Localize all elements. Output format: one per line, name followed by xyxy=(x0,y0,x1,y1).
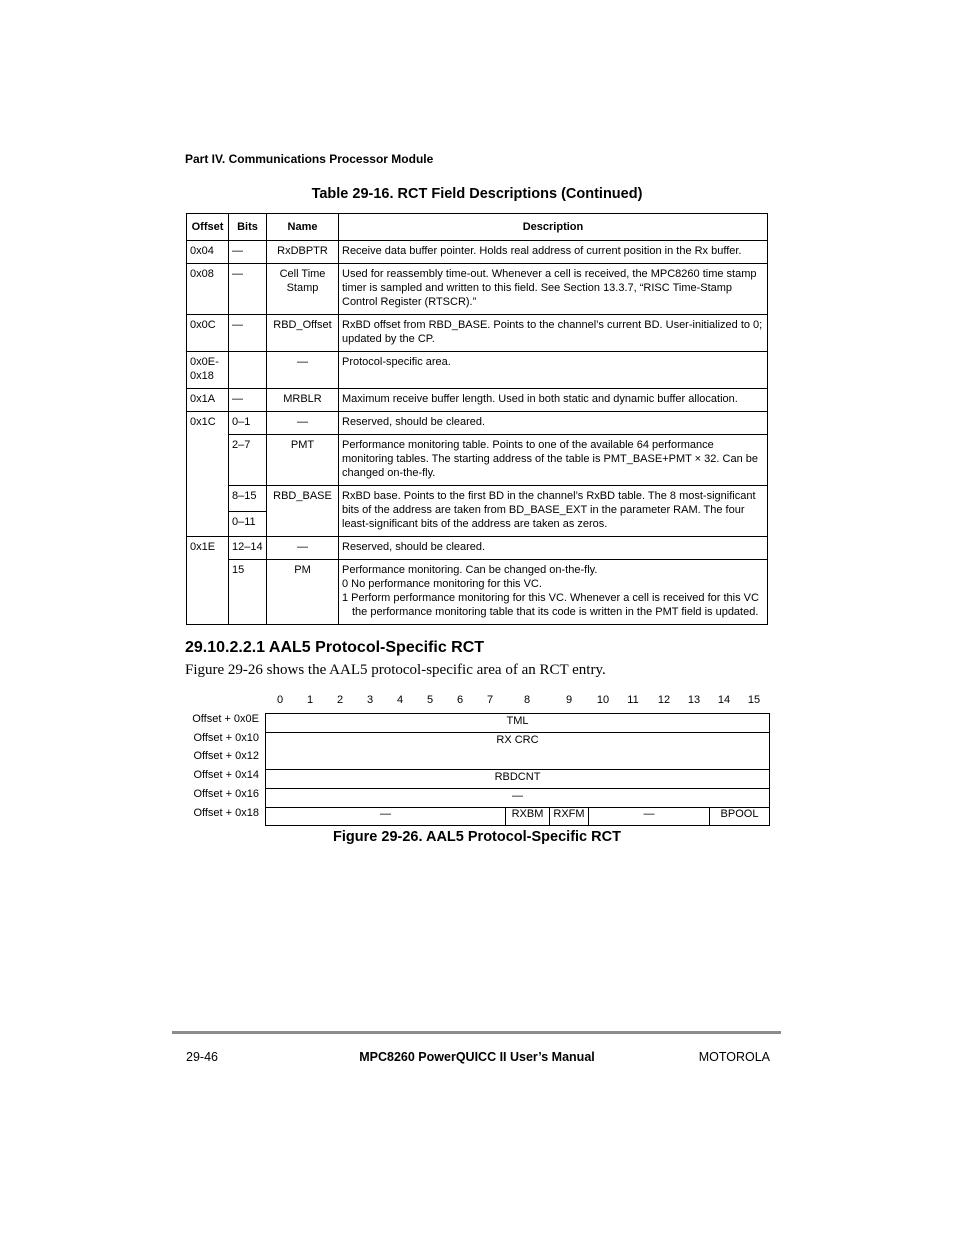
table-row xyxy=(187,264,768,315)
name-cell: RBD_BASE xyxy=(267,486,339,537)
name-cell: RxDBPTR xyxy=(267,241,339,264)
description-cell: Used for reassembly time-out. Whenever a cell is received, the MPC8260 time stamp timer is sampled and written to this field. See Section 13.3.7, “RISC Time-Stamp Control Register (RTSCR).” xyxy=(339,264,768,315)
column-header: Description xyxy=(339,214,768,241)
bits-cell: — xyxy=(229,315,267,352)
bit-number: 10 xyxy=(596,694,610,706)
description-line: 1 Perform performance monitoring for this VC. Whenever a cell is received for this VC the performance monitoring table that its code is written in the PMT field is updated. xyxy=(342,592,759,618)
description-cell: Protocol-specific area. xyxy=(339,352,768,389)
bit-number: 14 xyxy=(717,694,731,706)
table-row xyxy=(187,537,768,560)
bits-cell: 0–1 xyxy=(229,412,267,435)
bit-number: 11 xyxy=(627,694,639,706)
description-cell: Receive data buffer pointer. Holds real address of current position in the Rx buffer. xyxy=(339,241,768,264)
field-label: RBDCNT xyxy=(494,771,541,783)
name-cell: PM xyxy=(267,560,339,625)
name-cell: PMT xyxy=(267,435,339,486)
manual-title: MPC8260 PowerQUICC II User’s Manual xyxy=(359,1050,595,1064)
bit-number: 13 xyxy=(687,694,701,706)
name-cell: — xyxy=(267,537,339,560)
field-label: — xyxy=(643,808,655,820)
field-label: TML xyxy=(506,715,529,727)
name-cell: — xyxy=(267,352,339,389)
field-label: BPOOL xyxy=(720,808,759,820)
running-header: Part IV. Communications Processor Module xyxy=(185,152,434,166)
bits-cell: 15 xyxy=(229,560,267,625)
field-label: — xyxy=(512,790,523,802)
bits-cell xyxy=(229,352,267,389)
field-label: — xyxy=(380,808,391,820)
offset-cell: 0x1C xyxy=(187,412,229,537)
rxbm-field xyxy=(505,807,550,826)
bits-cell: — xyxy=(229,264,267,315)
rct-field-table xyxy=(186,213,768,625)
name-cell xyxy=(267,264,339,315)
description-line: Performance monitoring. Can be changed on-the-fly. xyxy=(342,564,598,576)
rx-crc-field xyxy=(265,732,770,770)
name-line: Stamp xyxy=(286,282,319,294)
section-paragraph: Figure 29-26 shows the AAL5 protocol-specific area of an RCT entry. xyxy=(185,662,606,678)
name-line: Cell Time xyxy=(279,268,326,280)
rxfm-field xyxy=(549,807,589,826)
offset-cell: 0x08 xyxy=(187,264,229,315)
rbdcnt-field xyxy=(265,769,770,789)
bits-cell: 0–11 xyxy=(229,511,267,537)
bit-number: 8 xyxy=(523,694,531,706)
table-row xyxy=(187,389,768,412)
name-cell: — xyxy=(267,412,339,435)
table-row xyxy=(187,241,768,264)
description-cell: Maximum receive buffer length. Used in both static and dynamic buffer allocation. xyxy=(339,389,768,412)
column-header: Offset xyxy=(187,214,229,241)
description-cell: Performance monitoring table. Points to one of the available 64 performance monitoring tables. The starting address of the table is PMT_BASE+PMT × 32. Can be changed on-the-fly. xyxy=(339,435,768,486)
bit-number: 5 xyxy=(426,694,434,706)
bit-number: 12 xyxy=(657,694,671,706)
offset-cell: 0x04 xyxy=(187,241,229,264)
reserved-field xyxy=(265,807,506,826)
offset-cell: 0x1E xyxy=(187,537,229,625)
table-title: Table 29-16. RCT Field Descriptions (Continued) xyxy=(311,186,643,202)
offset-label: Offset + 0x10 xyxy=(193,732,259,744)
bit-number: 2 xyxy=(336,694,344,706)
table-row xyxy=(187,352,768,389)
offset-label: Offset + 0x14 xyxy=(193,769,259,781)
bits-cell: 12–14 xyxy=(229,537,267,560)
bits-cell: 2–7 xyxy=(229,435,267,486)
description-cell: RxBD offset from RBD_BASE. Points to the channel’s current BD. User-initialized to 0; updated by the CP. xyxy=(339,315,768,352)
bit-number: 15 xyxy=(747,694,761,706)
table-row xyxy=(187,435,768,486)
table-header-row xyxy=(187,214,768,241)
section-heading: 29.10.2.2.1 AAL5 Protocol-Specific RCT xyxy=(185,639,485,656)
tml-field xyxy=(265,713,770,733)
offset-cell: 0x1A xyxy=(187,389,229,412)
offset-cell: 0x0C xyxy=(187,315,229,352)
bit-number: 0 xyxy=(276,694,284,706)
description-cell: RxBD base. Points to the first BD in the channel’s RxBD table. The 8 most-significant bits of the address are taken from BD_BASE_EXT in the parameter RAM. The four least-significant bits of the address are taken as zeros. xyxy=(339,486,768,537)
field-label: RX CRC xyxy=(496,734,539,746)
field-label: RXFM xyxy=(553,808,585,820)
offset-label: Offset + 0x12 xyxy=(193,750,259,762)
offset-label: Offset + 0x0E xyxy=(192,713,259,725)
column-header: Name xyxy=(267,214,339,241)
table-row xyxy=(187,560,768,625)
field-label: RXBM xyxy=(511,808,544,820)
reserved-field xyxy=(265,788,770,808)
bits-cell: — xyxy=(229,389,267,412)
table-row xyxy=(187,486,768,512)
bits-cell: 8–15 xyxy=(229,486,267,512)
description-line: 0 No performance monitoring for this VC. xyxy=(342,578,542,590)
bit-number-row xyxy=(265,694,769,708)
offset-cell xyxy=(187,352,229,389)
bit-number: 4 xyxy=(396,694,404,706)
page-number: 29-46 xyxy=(186,1050,218,1064)
figure-caption: Figure 29-26. AAL5 Protocol-Specific RCT xyxy=(333,829,621,845)
bit-number: 9 xyxy=(565,694,573,706)
name-cell: MRBLR xyxy=(267,389,339,412)
description-cell xyxy=(339,560,768,625)
offset-line: 0x0E- xyxy=(190,356,219,368)
offset-label: Offset + 0x18 xyxy=(193,807,259,819)
reserved-field xyxy=(588,807,710,826)
company-name: MOTOROLA xyxy=(698,1050,770,1064)
offset-line: 0x18 xyxy=(190,370,214,382)
description-cell: Reserved, should be cleared. xyxy=(339,412,768,435)
column-header: Bits xyxy=(229,214,267,241)
bit-number: 1 xyxy=(306,694,314,706)
table-row xyxy=(187,315,768,352)
bit-number: 6 xyxy=(456,694,464,706)
bpool-field xyxy=(709,807,770,826)
description-cell: Reserved, should be cleared. xyxy=(339,537,768,560)
name-cell: RBD_Offset xyxy=(267,315,339,352)
offset-label: Offset + 0x16 xyxy=(193,788,259,800)
bit-number: 7 xyxy=(486,694,494,706)
bit-number: 3 xyxy=(366,694,374,706)
table-row xyxy=(187,412,768,435)
bits-cell: — xyxy=(229,241,267,264)
footer-rule xyxy=(172,1031,781,1034)
